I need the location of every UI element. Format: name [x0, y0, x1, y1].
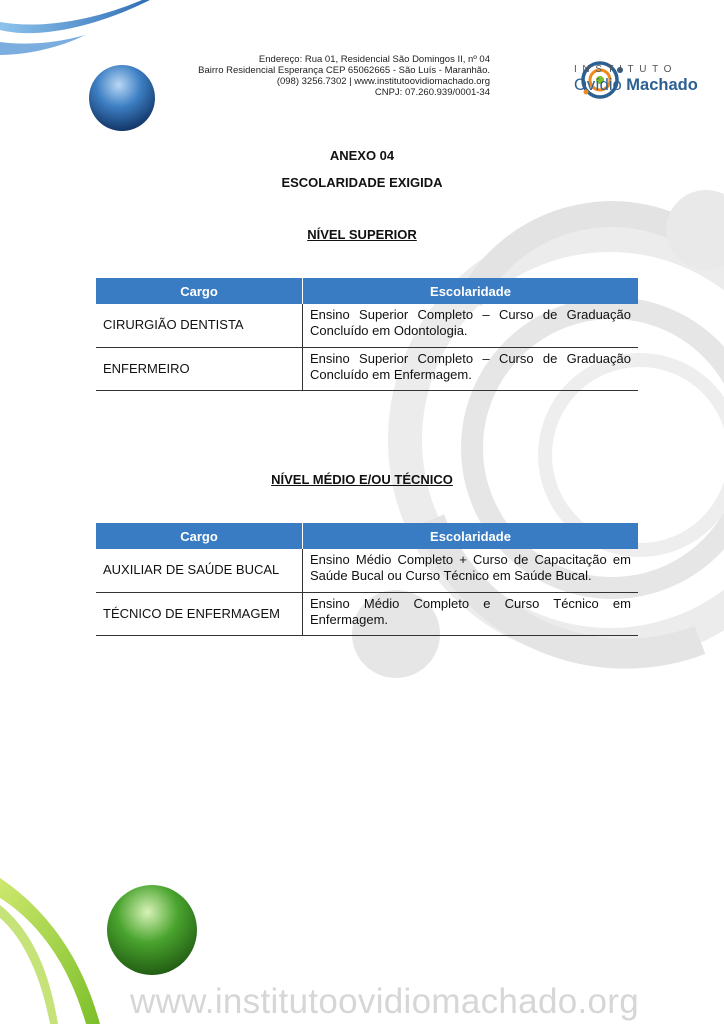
- address-line: Bairro Residencial Esperança CEP 65062665 - São Luís - Maranhão.: [198, 65, 490, 76]
- table-row: [96, 347, 638, 390]
- annex-title: ANEXO 04: [329, 148, 395, 163]
- logo-name-regular: Ovídio: [574, 76, 622, 94]
- cargo-cell: AUXILIAR DE SAÚDE BUCAL: [96, 549, 303, 592]
- green-sphere: [107, 885, 197, 975]
- column-header-cargo: Cargo: [96, 523, 303, 549]
- table-row: [96, 549, 638, 592]
- blue-swoosh: [0, 0, 150, 33]
- table-header-row: [96, 523, 638, 549]
- address-line: CNPJ: 07.260.939/0001-34: [374, 87, 490, 98]
- section-title-superior: NÍVEL SUPERIOR: [307, 227, 417, 242]
- table-row: [96, 304, 638, 347]
- table-row: [96, 592, 638, 635]
- cargo-cell: CIRURGIÃO DENTISTA: [96, 304, 303, 347]
- column-header-escolaridade: Escolaridade: [303, 523, 639, 549]
- escolaridade-cell: Ensino Superior Completo – Curso de Graduação Concluído em Enfermagem.: [303, 347, 639, 390]
- column-header-cargo: Cargo: [96, 278, 303, 304]
- column-header-escolaridade: Escolaridade: [303, 278, 639, 304]
- blue-sphere: [89, 65, 155, 131]
- escolaridade-cell: Ensino Médio Completo + Curso de Capacitação em Saúde Bucal ou Curso Técnico em Saúde Bucal.: [303, 549, 639, 592]
- requirements-table-medio-tecnico: [96, 523, 638, 636]
- escolaridade-cell: Ensino Médio Completo e Curso Técnico em Enfermagem.: [303, 592, 639, 635]
- logo-name-bold: Machado: [626, 76, 698, 94]
- cargo-cell: ENFERMEIRO: [96, 347, 303, 390]
- logo-top-label: INSTITUTO: [574, 64, 677, 75]
- footer-url: www.institutoovidiomachado.org: [130, 982, 639, 1021]
- logo-name: [574, 76, 698, 95]
- escolaridade-cell: Ensino Superior Completo – Curso de Graduação Concluído em Odontologia.: [303, 304, 639, 347]
- address-line: Endereço: Rua 01, Residencial São Domingos II, nº 04: [258, 54, 490, 65]
- address-line: (098) 3256.7302 | www.institutoovidiomachado.org: [276, 76, 490, 87]
- requirements-table-superior: [96, 278, 638, 391]
- table-header-row: [96, 278, 638, 304]
- section-title-medio-tecnico: NÍVEL MÉDIO E/OU TÉCNICO: [271, 472, 453, 487]
- document-subtitle: ESCOLARIDADE EXIGIDA: [281, 175, 443, 190]
- header-address: [180, 54, 490, 98]
- cargo-cell: TÉCNICO DE ENFERMAGEM: [96, 592, 303, 635]
- blue-swoosh-lower: [0, 35, 85, 55]
